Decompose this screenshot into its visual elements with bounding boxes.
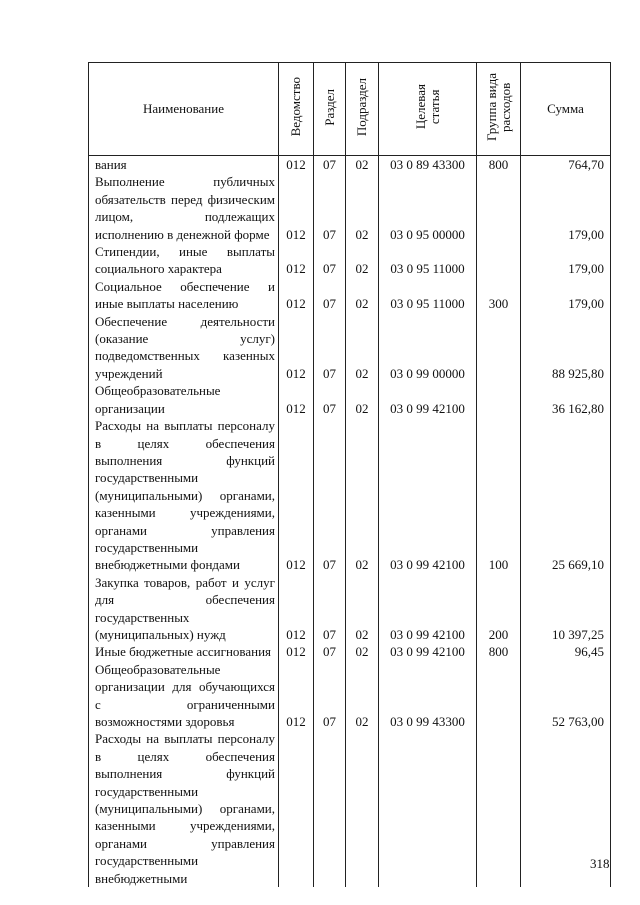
cell-target: 03 0 99 43300	[379, 661, 477, 731]
table-row	[89, 574, 611, 644]
table-row	[89, 278, 611, 313]
cell-subsection: 02	[346, 313, 379, 383]
cell-sum: 10 397,25	[521, 574, 611, 644]
cell-group: 800	[477, 643, 521, 660]
cell-target: 03 0 95 11000	[379, 278, 477, 313]
cell-name: Расходы на выплаты персоналу в целях обеспечения выполнения функций государственными (муниципальными) органами, казенными учреждениями, органами управления государственными внебюджетными	[89, 730, 279, 887]
cell-target: 03 0 99 42100	[379, 643, 477, 660]
header-subsection: Подраздел	[346, 63, 379, 156]
cell-group	[477, 243, 521, 278]
cell-name: Общеобразовательные организации для обучающихся с ограниченными возможностями здоровья	[89, 661, 279, 731]
cell-sum: 96,45	[521, 643, 611, 660]
cell-name: Общеобразовательные организации	[89, 382, 279, 417]
cell-name: Стипендии, иные выплаты социального характера	[89, 243, 279, 278]
cell-target: 03 0 99 42100	[379, 574, 477, 644]
table-row	[89, 643, 611, 660]
cell-group	[477, 661, 521, 731]
cell-sum: 179,00	[521, 243, 611, 278]
cell-dept: 012	[279, 243, 314, 278]
cell-group	[477, 382, 521, 417]
cell-dept: 012	[279, 417, 314, 574]
cell-group	[477, 730, 521, 887]
cell-name: Выполнение публичных обязательств перед физическим лицом, подлежащих исполнению в денежной форме	[89, 173, 279, 243]
cell-group	[477, 313, 521, 383]
cell-section: 07	[314, 661, 346, 731]
table-row	[89, 156, 611, 174]
cell-sum: 25 669,10	[521, 417, 611, 574]
cell-dept: 012	[279, 661, 314, 731]
cell-section: 07	[314, 643, 346, 660]
cell-subsection: 02	[346, 243, 379, 278]
cell-subsection	[346, 730, 379, 887]
header-dept: Ведомство	[279, 63, 314, 156]
header-target: Целевая статья	[379, 63, 477, 156]
table-row	[89, 173, 611, 243]
cell-dept: 012	[279, 156, 314, 174]
cell-section: 07	[314, 382, 346, 417]
cell-section: 07	[314, 417, 346, 574]
cell-section: 07	[314, 156, 346, 174]
budget-table	[88, 62, 611, 887]
header-name: Наименование	[89, 63, 279, 156]
cell-name: Социальное обеспечение и иные выплаты населению	[89, 278, 279, 313]
cell-subsection: 02	[346, 661, 379, 731]
cell-subsection: 02	[346, 574, 379, 644]
cell-section	[314, 730, 346, 887]
cell-group	[477, 173, 521, 243]
cell-target: 03 0 99 42100	[379, 382, 477, 417]
table-row	[89, 313, 611, 383]
cell-name: Расходы на выплаты персоналу в целях обеспечения выполнения функций государственными (муниципальными) органами, казенными учреждениями, органами управления государственными внебюджетными фондами	[89, 417, 279, 574]
table-row	[89, 243, 611, 278]
cell-name: вания	[89, 156, 279, 174]
cell-sum: 179,00	[521, 173, 611, 243]
cell-sum: 36 162,80	[521, 382, 611, 417]
cell-target: 03 0 89 43300	[379, 156, 477, 174]
cell-section: 07	[314, 278, 346, 313]
cell-dept: 012	[279, 382, 314, 417]
cell-dept	[279, 730, 314, 887]
cell-sum: 764,70	[521, 156, 611, 174]
cell-name: Иные бюджетные ассигнования	[89, 643, 279, 660]
cell-target: 03 0 95 11000	[379, 243, 477, 278]
cell-subsection: 02	[346, 417, 379, 574]
cell-dept: 012	[279, 313, 314, 383]
cell-group: 300	[477, 278, 521, 313]
header-group: Группа вида расходов	[477, 63, 521, 156]
cell-section: 07	[314, 313, 346, 383]
table-header-row	[89, 63, 611, 156]
cell-group: 100	[477, 417, 521, 574]
cell-subsection: 02	[346, 156, 379, 174]
cell-name: Закупка товаров, работ и услуг для обеспечения государственных (муниципальных) нужд	[89, 574, 279, 644]
cell-section: 07	[314, 173, 346, 243]
cell-subsection: 02	[346, 173, 379, 243]
cell-dept: 012	[279, 173, 314, 243]
cell-group: 200	[477, 574, 521, 644]
cell-dept: 012	[279, 574, 314, 644]
cell-subsection: 02	[346, 382, 379, 417]
header-section: Раздел	[314, 63, 346, 156]
cell-sum: 88 925,80	[521, 313, 611, 383]
cell-dept: 012	[279, 278, 314, 313]
cell-sum: 179,00	[521, 278, 611, 313]
cell-dept: 012	[279, 643, 314, 660]
table-row	[89, 417, 611, 574]
cell-target: 03 0 99 42100	[379, 417, 477, 574]
page-number: 318	[590, 856, 610, 871]
cell-section: 07	[314, 574, 346, 644]
header-sum: Сумма	[521, 63, 611, 156]
cell-subsection: 02	[346, 643, 379, 660]
cell-sum: 52 763,00	[521, 661, 611, 731]
cell-section: 07	[314, 243, 346, 278]
cell-target	[379, 730, 477, 887]
cell-target: 03 0 95 00000	[379, 173, 477, 243]
cell-name: Обеспечение деятельности (оказание услуг) подведомственных казенных учреждений	[89, 313, 279, 383]
cell-target: 03 0 99 00000	[379, 313, 477, 383]
table-row	[89, 730, 611, 887]
table-row	[89, 661, 611, 731]
cell-group: 800	[477, 156, 521, 174]
cell-subsection: 02	[346, 278, 379, 313]
table-row	[89, 382, 611, 417]
